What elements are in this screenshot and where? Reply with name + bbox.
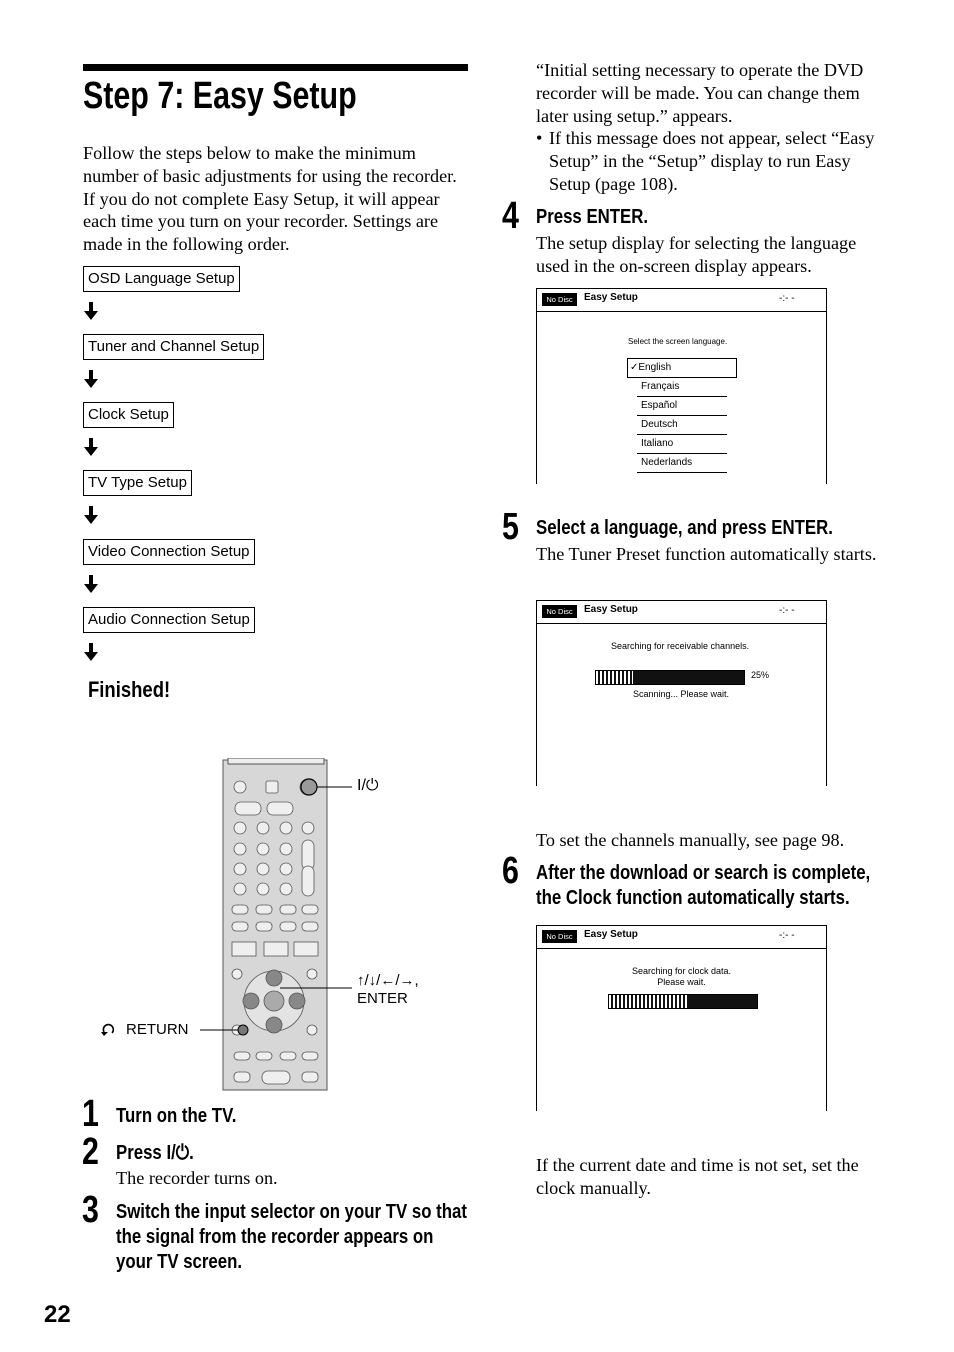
step-5-heading: Select a language, and press ENTER.: [536, 517, 833, 539]
bullet-mark: •: [536, 128, 543, 148]
step-6-heading: After the download or search is complete, the Clock function automatically starts.: [536, 862, 871, 909]
step-6-after: If the current date and time is not set, set the clock manually.: [536, 1155, 859, 1198]
language-option-espanol[interactable]: Español: [637, 397, 727, 416]
step-number-3: 3: [82, 1189, 99, 1231]
step-1-heading: Turn on the TV.: [116, 1105, 237, 1127]
step-5-after: To set the channels manually, see page 98.: [536, 830, 845, 850]
clock-message-1: Searching for clock data.: [631, 966, 732, 976]
screen-clock: -:- -: [779, 293, 795, 304]
intro-paragraph: Follow the steps below to make the minimum number of basic adjustments for using the recorder. If you do not complete Easy Setup, it will appear each time you turn on your recorder. Settings are made in the following order.: [83, 143, 457, 255]
screen-header: [537, 926, 826, 949]
remote-label-arrows: ↑/↓/←/→,: [357, 972, 419, 989]
flow-box-osd-language: OSD Language Setup: [83, 266, 240, 292]
step-2-heading: Press I/⏻.: [116, 1142, 194, 1164]
step-2-body: The recorder turns on.: [116, 1168, 278, 1188]
screen-clock: -:- -: [779, 605, 795, 616]
step-4-body: The setup display for selecting the language used in the on-screen display appears.: [536, 233, 857, 276]
language-option-francais[interactable]: Français: [637, 378, 727, 397]
clock-progress-fill: [609, 995, 687, 1008]
down-arrow-icon: [84, 643, 98, 661]
no-disc-badge: No Disc: [542, 930, 577, 943]
remote-label-return: RETURN: [126, 1021, 189, 1038]
step-3-heading-wrap: [116, 1200, 536, 1275]
screen-title: Easy Setup: [584, 929, 638, 940]
down-arrow-icon: [84, 370, 98, 388]
no-disc-badge: No Disc: [542, 293, 577, 306]
language-option-italiano[interactable]: Italiano: [637, 435, 727, 454]
language-option-deutsch[interactable]: Deutsch: [637, 416, 727, 435]
step-4-heading: Press ENTER.: [536, 206, 649, 228]
tuner-progress-fill: [596, 671, 633, 684]
screen-header: [537, 289, 826, 312]
flow-box-video-connection: Video Connection Setup: [83, 539, 255, 565]
flow-box-clock: Clock Setup: [83, 402, 174, 428]
tuner-status: Scanning... Please wait.: [633, 689, 730, 699]
screen-clock-search: [536, 925, 827, 1111]
screen-clock: -:- -: [779, 930, 795, 941]
page-number: 22: [44, 1301, 71, 1328]
step-number-5: 5: [502, 506, 519, 548]
step-5-body: The Tuner Preset function automatically starts.: [536, 544, 877, 564]
clock-message-2: Please wait.: [657, 977, 706, 987]
flow-finished: Finished!: [88, 677, 171, 702]
step-3-bullet: If this message does not appear, select “Easy Setup” in the “Setup” display to run Easy Setup (page 108).: [549, 128, 875, 194]
screen-title: Easy Setup: [584, 604, 638, 615]
tuner-progress-bar: [595, 670, 745, 685]
screen-header: [537, 601, 826, 624]
flow-box-audio-connection: Audio Connection Setup: [83, 607, 255, 633]
down-arrow-icon: [84, 575, 98, 593]
title-rule: [83, 64, 468, 71]
step-number-1: 1: [82, 1093, 99, 1135]
language-option-english[interactable]: [627, 358, 737, 378]
tuner-message: Searching for receivable channels.: [611, 641, 750, 651]
down-arrow-icon: [84, 302, 98, 320]
callout-lines: [200, 780, 360, 1040]
remote-label-enter: ENTER: [357, 990, 408, 1007]
flow-box-tv-type: TV Type Setup: [83, 470, 192, 496]
return-arrow-icon: [100, 1023, 122, 1037]
no-disc-badge: No Disc: [542, 605, 577, 618]
clock-progress-bar: [608, 994, 758, 1009]
language-option-label: English: [638, 362, 672, 373]
flow-box-tuner-channel: Tuner and Channel Setup: [83, 334, 264, 360]
step-number-2: 2: [82, 1131, 99, 1173]
step-3-result: “Initial setting necessary to operate the DVD recorder will be made. You can change them later using setup.” appears.: [536, 60, 864, 126]
screen-language-select: [536, 288, 827, 484]
screen-title: Easy Setup: [584, 292, 638, 303]
language-prompt: Select the screen language.: [628, 337, 728, 346]
check-icon: ✓: [630, 362, 639, 373]
step-3-heading: Switch the input selector on your TV so that the signal from the recorder appears on your TV screen.: [116, 1201, 467, 1273]
screen-tuner-preset: [536, 600, 827, 786]
page-title: Step 7: Easy Setup: [83, 75, 357, 117]
step-6-heading-wrap: [536, 861, 896, 911]
step-number-4: 4: [502, 195, 519, 237]
step-number-6: 6: [502, 850, 519, 892]
tuner-progress-label: 25%: [751, 670, 770, 680]
remote-label-power: I/⏻: [357, 777, 379, 794]
down-arrow-icon: [84, 506, 98, 524]
down-arrow-icon: [84, 438, 98, 456]
language-option-nederlands[interactable]: Nederlands: [637, 454, 727, 473]
